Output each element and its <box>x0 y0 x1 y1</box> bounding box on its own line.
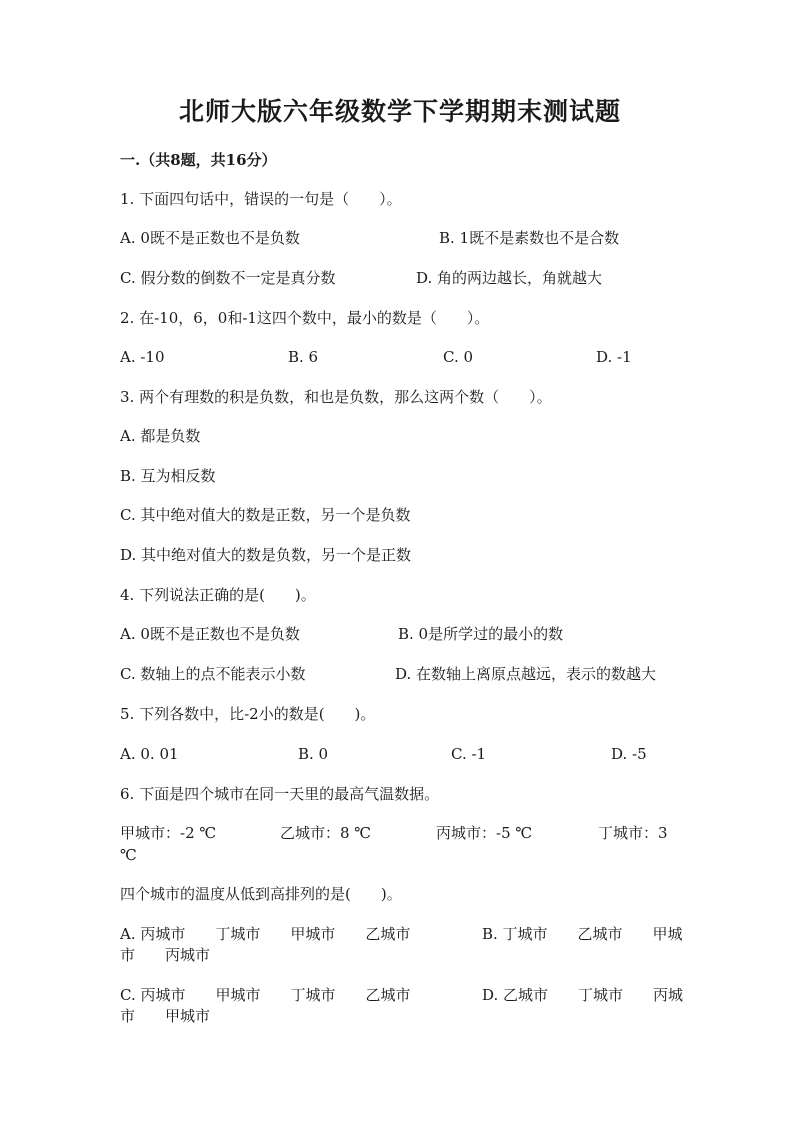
question-6: 6. 下面是四个城市在同一天里的最高气温数据。 <box>120 785 440 803</box>
q5-option-a: A. 0. 01 <box>120 745 179 763</box>
q2-option-a: A. -10 <box>120 348 165 366</box>
question-5: 5. 下列各数中，比-2小的数是( )。 <box>120 705 376 723</box>
q1-option-b: B. 1既不是素数也不是合数 <box>439 229 620 247</box>
q2-option-b: B. 6 <box>288 348 319 366</box>
question-6-ask: 四个城市的温度从低到高排列的是( )。 <box>120 885 402 903</box>
q2-option-c: C. 0 <box>443 348 474 366</box>
q4-option-b: B. 0是所学过的最小的数 <box>398 625 564 643</box>
page-title: 北师大版六年级数学下学期期末测试题 <box>178 97 621 126</box>
city-temp-jia: 甲城市：-2 ℃ <box>120 824 217 842</box>
q6-option-c: C. 丙城市 甲城市 丁城市 乙城市 <box>120 986 411 1004</box>
question-2: 2. 在-10，6，0和-1这四个数中，最小的数是（ ）。 <box>120 309 490 327</box>
q2-option-d: D. -1 <box>596 348 632 366</box>
q6-option-a: A. 丙城市 丁城市 甲城市 乙城市 <box>120 925 411 943</box>
q5-option-d: D. -5 <box>611 745 647 763</box>
q6-option-d-cont: 市 甲城市 <box>120 1007 211 1025</box>
question-3: 3. 两个有理数的积是负数，和也是负数，那么这两个数（ ）。 <box>120 388 552 406</box>
q1-option-a: A. 0既不是正数也不是负数 <box>120 229 300 247</box>
q1-option-c: C. 假分数的倒数不一定是真分数 <box>120 269 336 287</box>
city-temp-bing: 丙城市：-5 ℃ <box>436 824 533 842</box>
q3-option-a: A. 都是负数 <box>120 427 201 445</box>
q6-option-b: B. 丁城市 乙城市 甲城 <box>482 925 683 943</box>
q4-option-d: D. 在数轴上离原点越远，表示的数越大 <box>395 665 657 683</box>
q4-option-c: C. 数轴上的点不能表示小数 <box>120 665 306 683</box>
q3-option-b: B. 互为相反数 <box>120 467 216 485</box>
q6-option-d: D. 乙城市 丁城市 丙城 <box>482 986 684 1004</box>
question-1: 1. 下面四句话中，错误的一句是（ ）。 <box>120 190 402 208</box>
q5-option-c: C. -1 <box>451 745 487 763</box>
question-4: 4. 下列说法正确的是( )。 <box>120 586 316 604</box>
q5-option-b: B. 0 <box>298 745 329 763</box>
q1-option-d: D. 角的两边越长，角就越大 <box>416 269 603 287</box>
q6-option-b-cont: 市 丙城市 <box>120 946 211 964</box>
city-temp-yi: 乙城市：8 ℃ <box>280 824 372 842</box>
q4-option-a: A. 0既不是正数也不是负数 <box>120 625 300 643</box>
city-temp-ding: 丁城市：3 <box>598 824 668 842</box>
section-heading: 一.（共8题，共16分） <box>120 151 277 169</box>
city-temp-ding-unit: ℃ <box>120 846 137 864</box>
q3-option-c: C. 其中绝对值大的数是正数，另一个是负数 <box>120 506 411 524</box>
q3-option-d: D. 其中绝对值大的数是负数，另一个是正数 <box>120 546 412 564</box>
